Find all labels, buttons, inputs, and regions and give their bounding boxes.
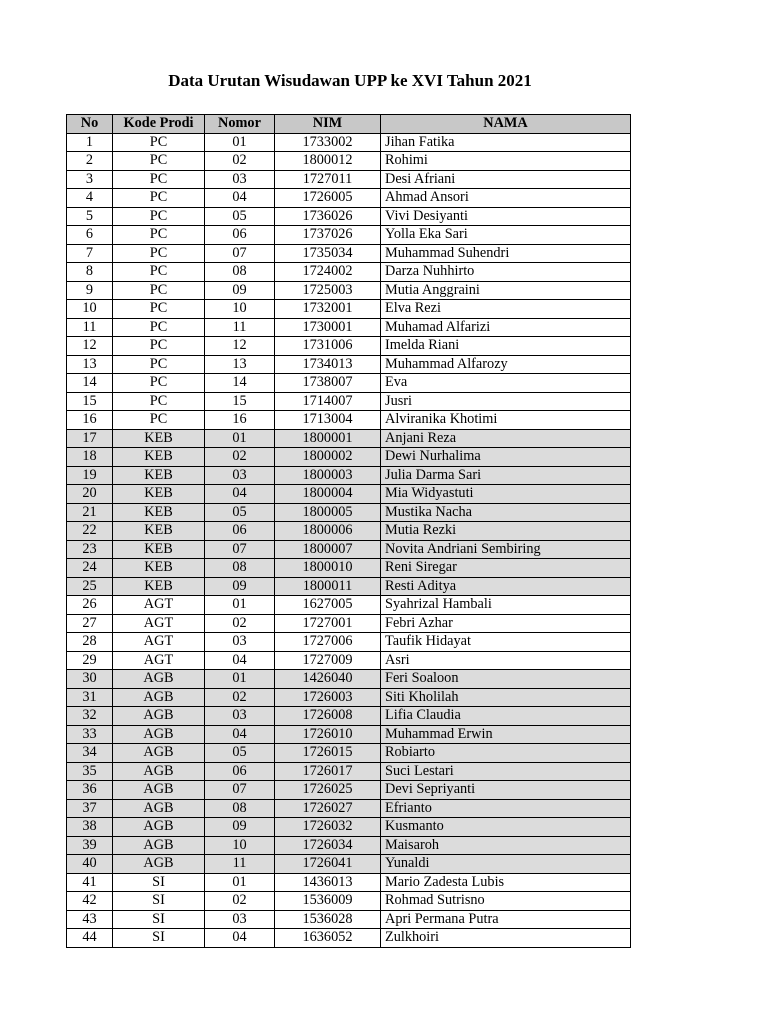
cell-nama: Muhamad Alfarizi [381,318,631,337]
cell-nama: Zulkhoiri [381,929,631,948]
cell-no: 42 [67,892,113,911]
cell-no: 30 [67,670,113,689]
cell-nama: Robiarto [381,744,631,763]
cell-nim: 1726027 [275,799,381,818]
header-nama: NAMA [381,115,631,134]
cell-kode-prodi: AGT [113,633,205,652]
cell-no: 37 [67,799,113,818]
cell-nomor: 02 [205,688,275,707]
table-row [67,503,631,522]
cell-nim: 1725003 [275,281,381,300]
cell-nomor: 09 [205,281,275,300]
cell-nim: 1726015 [275,744,381,763]
cell-no: 8 [67,263,113,282]
table-row [67,670,631,689]
cell-nama: Siti Kholilah [381,688,631,707]
cell-no: 32 [67,707,113,726]
cell-no: 31 [67,688,113,707]
cell-kode-prodi: KEB [113,540,205,559]
cell-nomor: 09 [205,577,275,596]
cell-kode-prodi: AGT [113,596,205,615]
table-row [67,411,631,430]
cell-nim: 1727009 [275,651,381,670]
cell-kode-prodi: PC [113,355,205,374]
cell-no: 12 [67,337,113,356]
cell-nama: Mutia Rezki [381,522,631,541]
cell-nomor: 05 [205,207,275,226]
cell-no: 18 [67,448,113,467]
table-row [67,892,631,911]
table-row [67,633,631,652]
table-row [67,429,631,448]
cell-nim: 1726017 [275,762,381,781]
table-row [67,762,631,781]
table-row [67,152,631,171]
cell-nomor: 03 [205,707,275,726]
cell-kode-prodi: PC [113,374,205,393]
cell-nama: Anjani Reza [381,429,631,448]
table-row [67,244,631,263]
cell-kode-prodi: KEB [113,485,205,504]
cell-nomor: 12 [205,337,275,356]
cell-nomor: 04 [205,725,275,744]
cell-kode-prodi: PC [113,337,205,356]
cell-kode-prodi: KEB [113,577,205,596]
cell-nim: 1800003 [275,466,381,485]
cell-nama: Imelda Riani [381,337,631,356]
cell-kode-prodi: AGB [113,762,205,781]
cell-nama: Mia Widyastuti [381,485,631,504]
table-body [67,133,631,947]
cell-nomor: 02 [205,152,275,171]
cell-no: 3 [67,170,113,189]
cell-nomor: 09 [205,818,275,837]
cell-nomor: 08 [205,559,275,578]
cell-nomor: 07 [205,540,275,559]
cell-no: 2 [67,152,113,171]
table-row [67,836,631,855]
cell-nim: 1713004 [275,411,381,430]
cell-nama: Ahmad Ansori [381,189,631,208]
cell-nim: 1636052 [275,929,381,948]
cell-kode-prodi: KEB [113,466,205,485]
table-row [67,781,631,800]
cell-nomor: 01 [205,133,275,152]
cell-nama: Muhammad Alfarozy [381,355,631,374]
cell-nomor: 11 [205,318,275,337]
cell-kode-prodi: AGB [113,818,205,837]
cell-nim: 1726041 [275,855,381,874]
cell-nomor: 10 [205,300,275,319]
table-row [67,337,631,356]
cell-no: 44 [67,929,113,948]
cell-nomor: 04 [205,485,275,504]
cell-kode-prodi: KEB [113,448,205,467]
cell-nama: Devi Sepriyanti [381,781,631,800]
cell-nama: Suci Lestari [381,762,631,781]
cell-no: 25 [67,577,113,596]
cell-kode-prodi: PC [113,170,205,189]
cell-kode-prodi: KEB [113,559,205,578]
cell-nim: 1726005 [275,189,381,208]
cell-nomor: 01 [205,596,275,615]
table-row [67,170,631,189]
cell-nama: Jihan Fatika [381,133,631,152]
cell-nama: Maisaroh [381,836,631,855]
table-row [67,596,631,615]
cell-nomor: 14 [205,374,275,393]
cell-no: 14 [67,374,113,393]
cell-kode-prodi: PC [113,244,205,263]
cell-no: 5 [67,207,113,226]
cell-nim: 1800010 [275,559,381,578]
cell-kode-prodi: AGT [113,614,205,633]
cell-kode-prodi: AGB [113,799,205,818]
cell-kode-prodi: KEB [113,429,205,448]
cell-no: 23 [67,540,113,559]
table-header-row [67,115,631,134]
cell-no: 36 [67,781,113,800]
table-row [67,540,631,559]
cell-kode-prodi: AGB [113,688,205,707]
header-nim: NIM [275,115,381,134]
cell-nomor: 05 [205,503,275,522]
table-row [67,910,631,929]
cell-nomor: 02 [205,892,275,911]
cell-kode-prodi: PC [113,133,205,152]
cell-no: 15 [67,392,113,411]
cell-kode-prodi: PC [113,318,205,337]
cell-no: 43 [67,910,113,929]
cell-kode-prodi: PC [113,207,205,226]
cell-no: 39 [67,836,113,855]
cell-nama: Resti Aditya [381,577,631,596]
cell-nim: 1726010 [275,725,381,744]
cell-nama: Yunaldi [381,855,631,874]
cell-kode-prodi: AGB [113,670,205,689]
cell-nama: Muhammad Erwin [381,725,631,744]
cell-no: 21 [67,503,113,522]
cell-nama: Muhammad Suhendri [381,244,631,263]
cell-no: 24 [67,559,113,578]
table-row [67,614,631,633]
cell-kode-prodi: AGB [113,781,205,800]
cell-nomor: 15 [205,392,275,411]
cell-kode-prodi: SI [113,873,205,892]
cell-nomor: 02 [205,614,275,633]
cell-nomor: 06 [205,522,275,541]
cell-kode-prodi: AGT [113,651,205,670]
cell-nomor: 01 [205,670,275,689]
cell-no: 19 [67,466,113,485]
cell-kode-prodi: PC [113,392,205,411]
table-row [67,300,631,319]
table-row [67,929,631,948]
table-row [67,651,631,670]
cell-no: 38 [67,818,113,837]
cell-nomor: 07 [205,781,275,800]
cell-nomor: 06 [205,226,275,245]
cell-nama: Feri Soaloon [381,670,631,689]
cell-nim: 1800002 [275,448,381,467]
table-row [67,355,631,374]
table-row [67,226,631,245]
cell-nama: Novita Andriani Sembiring [381,540,631,559]
cell-no: 6 [67,226,113,245]
cell-nama: Dewi Nurhalima [381,448,631,467]
table-row [67,522,631,541]
cell-nama: Mutia Anggraini [381,281,631,300]
table-row [67,559,631,578]
cell-nim: 1426040 [275,670,381,689]
cell-no: 4 [67,189,113,208]
table-row [67,577,631,596]
cell-kode-prodi: PC [113,263,205,282]
cell-nama: Alviranika Khotimi [381,411,631,430]
cell-nomor: 13 [205,355,275,374]
cell-nama: Asri [381,651,631,670]
cell-no: 34 [67,744,113,763]
cell-nim: 1726003 [275,688,381,707]
cell-nim: 1627005 [275,596,381,615]
table-row [67,873,631,892]
cell-nim: 1730001 [275,318,381,337]
cell-nim: 1800005 [275,503,381,522]
cell-kode-prodi: AGB [113,744,205,763]
cell-nim: 1732001 [275,300,381,319]
cell-nama: Taufik Hidayat [381,633,631,652]
table-row [67,466,631,485]
cell-nim: 1536009 [275,892,381,911]
cell-nim: 1737026 [275,226,381,245]
cell-no: 20 [67,485,113,504]
cell-no: 16 [67,411,113,430]
table-row [67,725,631,744]
cell-nama: Mustika Nacha [381,503,631,522]
cell-nama: Yolla Eka Sari [381,226,631,245]
cell-nim: 1436013 [275,873,381,892]
cell-nama: Reni Siregar [381,559,631,578]
cell-no: 27 [67,614,113,633]
cell-nama: Apri Permana Putra [381,910,631,929]
cell-nama: Lifia Claudia [381,707,631,726]
cell-nama: Efrianto [381,799,631,818]
cell-no: 13 [67,355,113,374]
cell-no: 1 [67,133,113,152]
cell-nim: 1800012 [275,152,381,171]
cell-nomor: 16 [205,411,275,430]
cell-nim: 1714007 [275,392,381,411]
cell-nim: 1734013 [275,355,381,374]
cell-no: 41 [67,873,113,892]
cell-kode-prodi: PC [113,152,205,171]
cell-kode-prodi: SI [113,892,205,911]
cell-kode-prodi: AGB [113,836,205,855]
table-row [67,318,631,337]
cell-nim: 1738007 [275,374,381,393]
table-row [67,448,631,467]
cell-nama: Rohimi [381,152,631,171]
table-row [67,281,631,300]
table-row [67,744,631,763]
cell-nomor: 04 [205,651,275,670]
cell-nama: Darza Nuhhirto [381,263,631,282]
cell-kode-prodi: SI [113,910,205,929]
cell-nama: Kusmanto [381,818,631,837]
cell-nim: 1726008 [275,707,381,726]
cell-nama: Vivi Desiyanti [381,207,631,226]
table-row [67,485,631,504]
table-row [67,799,631,818]
cell-nama: Rohmad Sutrisno [381,892,631,911]
cell-nama: Febri Azhar [381,614,631,633]
cell-nomor: 07 [205,244,275,263]
cell-nim: 1726025 [275,781,381,800]
cell-no: 17 [67,429,113,448]
cell-nomor: 01 [205,429,275,448]
cell-no: 26 [67,596,113,615]
cell-nim: 1733002 [275,133,381,152]
cell-no: 29 [67,651,113,670]
cell-kode-prodi: PC [113,226,205,245]
cell-nama: Julia Darma Sari [381,466,631,485]
cell-kode-prodi: PC [113,281,205,300]
graduates-table [66,114,631,948]
cell-nomor: 02 [205,448,275,467]
cell-nomor: 08 [205,799,275,818]
table-row [67,263,631,282]
table-row [67,207,631,226]
table-row [67,374,631,393]
cell-nama: Eva [381,374,631,393]
cell-nim: 1726034 [275,836,381,855]
document-title: Data Urutan Wisudawan UPP ke XVI Tahun 2021 [168,71,532,90]
cell-no: 28 [67,633,113,652]
table-row [67,133,631,152]
cell-kode-prodi: AGB [113,707,205,726]
cell-nim: 1726032 [275,818,381,837]
cell-kode-prodi: KEB [113,503,205,522]
cell-nomor: 04 [205,929,275,948]
cell-nomor: 06 [205,762,275,781]
cell-nim: 1735034 [275,244,381,263]
cell-nim: 1736026 [275,207,381,226]
cell-kode-prodi: PC [113,300,205,319]
header-kode-prodi: Kode Prodi [113,115,205,134]
table-row [67,392,631,411]
cell-nim: 1727001 [275,614,381,633]
header-no: No [67,115,113,134]
cell-nim: 1727006 [275,633,381,652]
cell-nama: Elva Rezi [381,300,631,319]
cell-kode-prodi: PC [113,411,205,430]
cell-no: 7 [67,244,113,263]
cell-nim: 1727011 [275,170,381,189]
cell-nim: 1536028 [275,910,381,929]
cell-nim: 1800011 [275,577,381,596]
cell-nomor: 10 [205,836,275,855]
cell-nomor: 01 [205,873,275,892]
cell-no: 33 [67,725,113,744]
cell-nama: Syahrizal Hambali [381,596,631,615]
cell-no: 22 [67,522,113,541]
cell-nim: 1800001 [275,429,381,448]
cell-nim: 1731006 [275,337,381,356]
cell-nim: 1800007 [275,540,381,559]
cell-kode-prodi: PC [113,189,205,208]
table-row [67,688,631,707]
table-row [67,855,631,874]
cell-nim: 1800006 [275,522,381,541]
table-row [67,707,631,726]
cell-no: 10 [67,300,113,319]
cell-no: 9 [67,281,113,300]
cell-nomor: 03 [205,910,275,929]
cell-no: 11 [67,318,113,337]
cell-nomor: 03 [205,170,275,189]
cell-no: 35 [67,762,113,781]
cell-nim: 1800004 [275,485,381,504]
cell-nomor: 05 [205,744,275,763]
cell-kode-prodi: AGB [113,725,205,744]
cell-kode-prodi: SI [113,929,205,948]
cell-no: 40 [67,855,113,874]
cell-kode-prodi: AGB [113,855,205,874]
cell-kode-prodi: KEB [113,522,205,541]
cell-nomor: 04 [205,189,275,208]
cell-nomor: 03 [205,633,275,652]
cell-nim: 1724002 [275,263,381,282]
header-nomor: Nomor [205,115,275,134]
cell-nomor: 03 [205,466,275,485]
table-row [67,818,631,837]
cell-nama: Jusri [381,392,631,411]
cell-nomor: 11 [205,855,275,874]
cell-nama: Mario Zadesta Lubis [381,873,631,892]
cell-nama: Desi Afriani [381,170,631,189]
cell-nomor: 08 [205,263,275,282]
table-row [67,189,631,208]
